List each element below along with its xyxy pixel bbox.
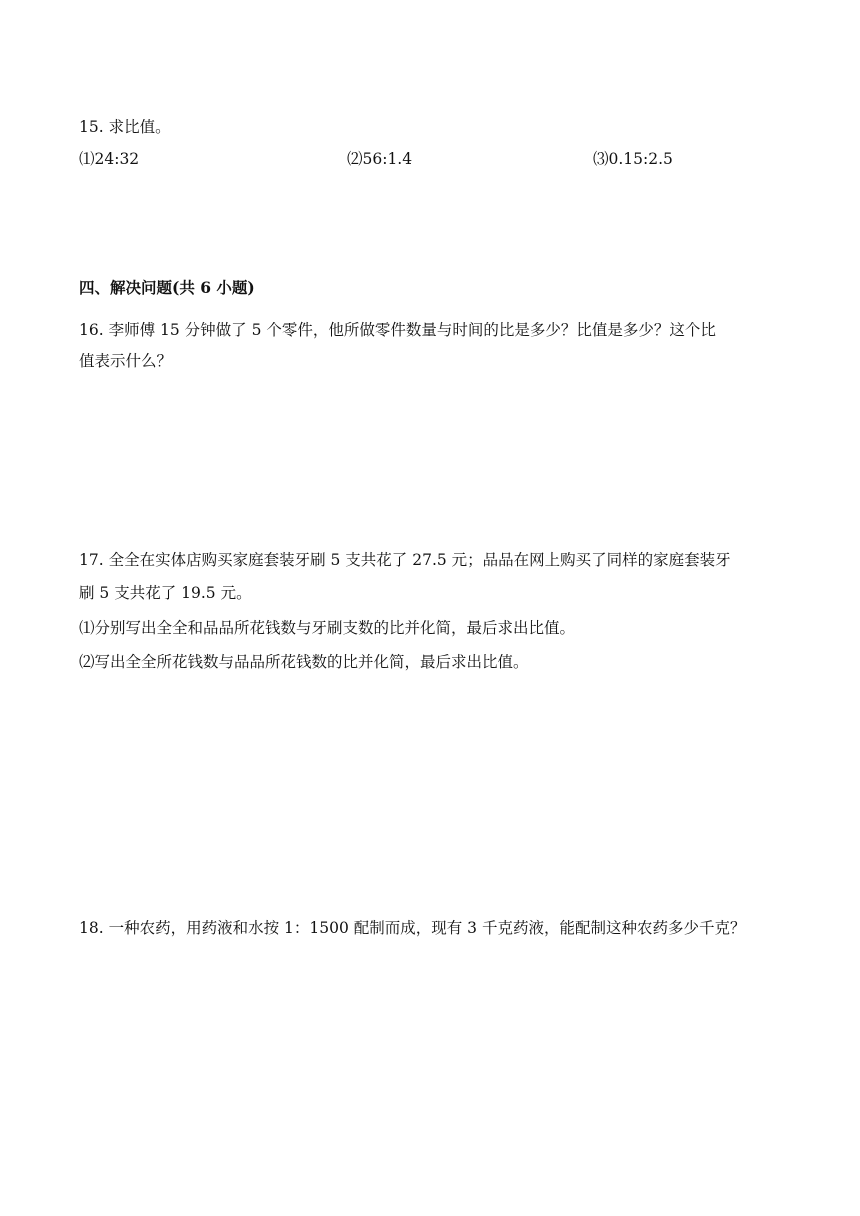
q16-line-1: 16. 李师傅 15 分钟做了 5 个零件，他所做零件数量与时间的比是多少？比值是多少？这个比: [79, 321, 716, 339]
q18-line-1: 18. 一种农药，用药液和水按 1：1500 配制而成，现有 3 千克药液，能配制这种农药多少千克？: [79, 919, 746, 937]
q17-sub-2: ⑵写出全全所花钱数与品品所花钱数的比并化简，最后求出比值。: [79, 653, 529, 671]
q17-line-1: 17. 全全在实体店购买家庭套装牙刷 5 支共花了 27.5 元；品品在网上购买了同样的家庭套装牙: [79, 551, 731, 569]
q15-part-2: ⑵56:1.4: [347, 150, 413, 168]
q16-line-2: 值表示什么？: [79, 352, 173, 370]
q15-part-1: ⑴24:32: [79, 150, 140, 168]
section-heading: 四、解决问题(共 6 小题): [79, 278, 255, 297]
q15-part-3: ⑶0.15:2.5: [593, 150, 673, 168]
q17-line-2: 刷 5 支共花了 19.5 元。: [79, 584, 252, 602]
q15-title: 15. 求比值。: [79, 118, 171, 136]
q17-sub-1: ⑴分别写出全全和品品所花钱数与牙刷支数的比并化简，最后求出比值。: [79, 619, 576, 637]
